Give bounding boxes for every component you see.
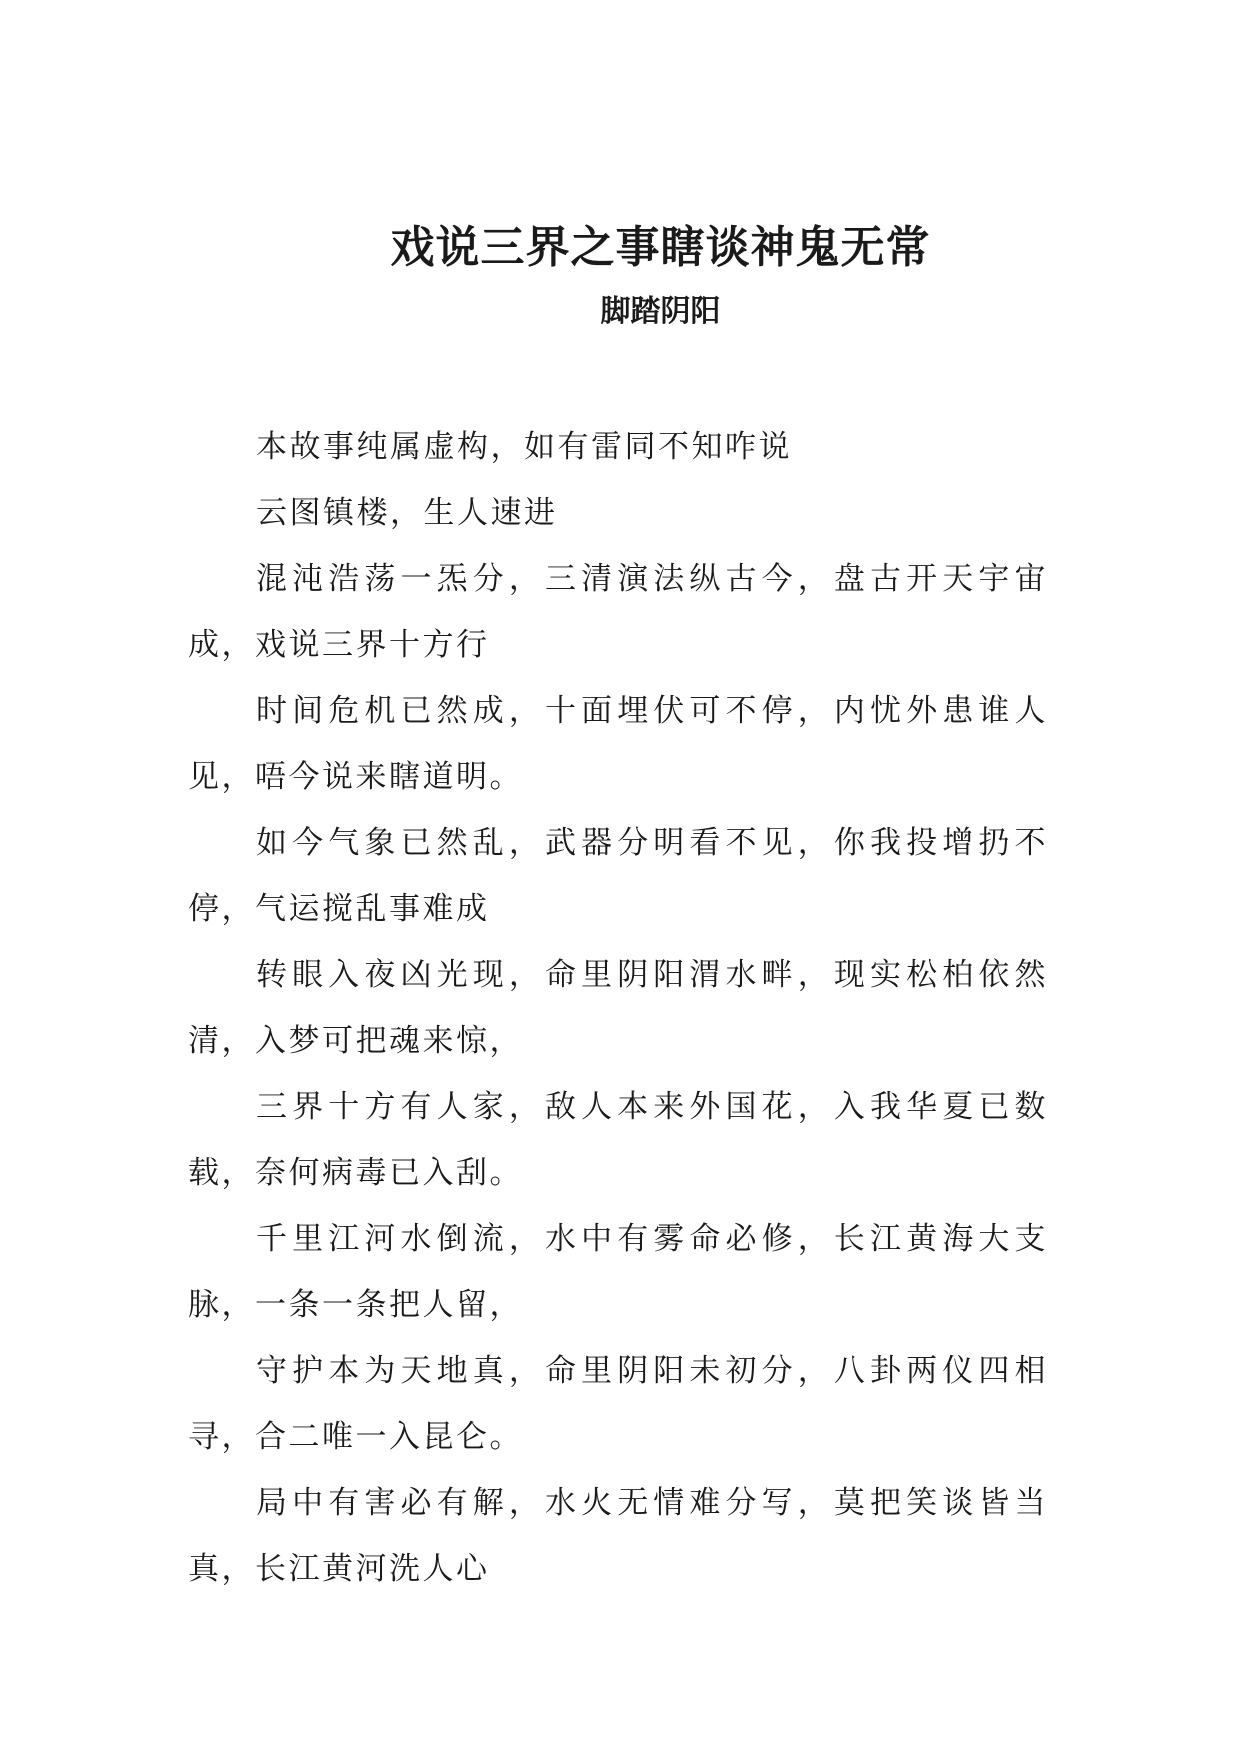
document-body — [188, 414, 1048, 1602]
paragraph: 守护本为天地真，命里阴阳未初分，八卦两仪四相寻，合二唯一入昆仑。 — [188, 1353, 1048, 1455]
paragraph: 本故事纯属虚构，如有雷同不知咋说 — [256, 429, 792, 465]
paragraph: 局中有害必有解，水火无情难分写，莫把笑谈皆当真，长江黄河洗人心 — [188, 1485, 1048, 1587]
paragraph: 混沌浩荡一炁分，三清演法纵古今，盘古开天宇宙成，戏说三界十方行 — [188, 561, 1048, 663]
paragraph: 三界十方有人家，敌人本来外国花，入我华夏已数载，奈何病毒已入刮。 — [188, 1089, 1048, 1191]
paragraph: 转眼入夜凶光现，命里阴阳渭水畔，现实松柏依然清，入梦可把魂来惊， — [188, 957, 1048, 1059]
paragraph: 云图镇楼，生人速进 — [256, 495, 558, 531]
paragraph: 如今气象已然乱，武器分明看不见，你我投增扔不停，气运搅乱事难成 — [188, 825, 1048, 927]
document-title: 戏说三界之事瞎谈神鬼无常 — [390, 222, 931, 273]
paragraph: 时间危机已然成，十面埋伏可不停，内忧外患谁人见，唔今说来瞎道明。 — [188, 693, 1048, 795]
paragraph: 千里江河水倒流，水中有雾命必修，长江黄海大支脉，一条一条把人留， — [188, 1221, 1048, 1323]
document-author: 脚踏阴阳 — [600, 294, 721, 329]
